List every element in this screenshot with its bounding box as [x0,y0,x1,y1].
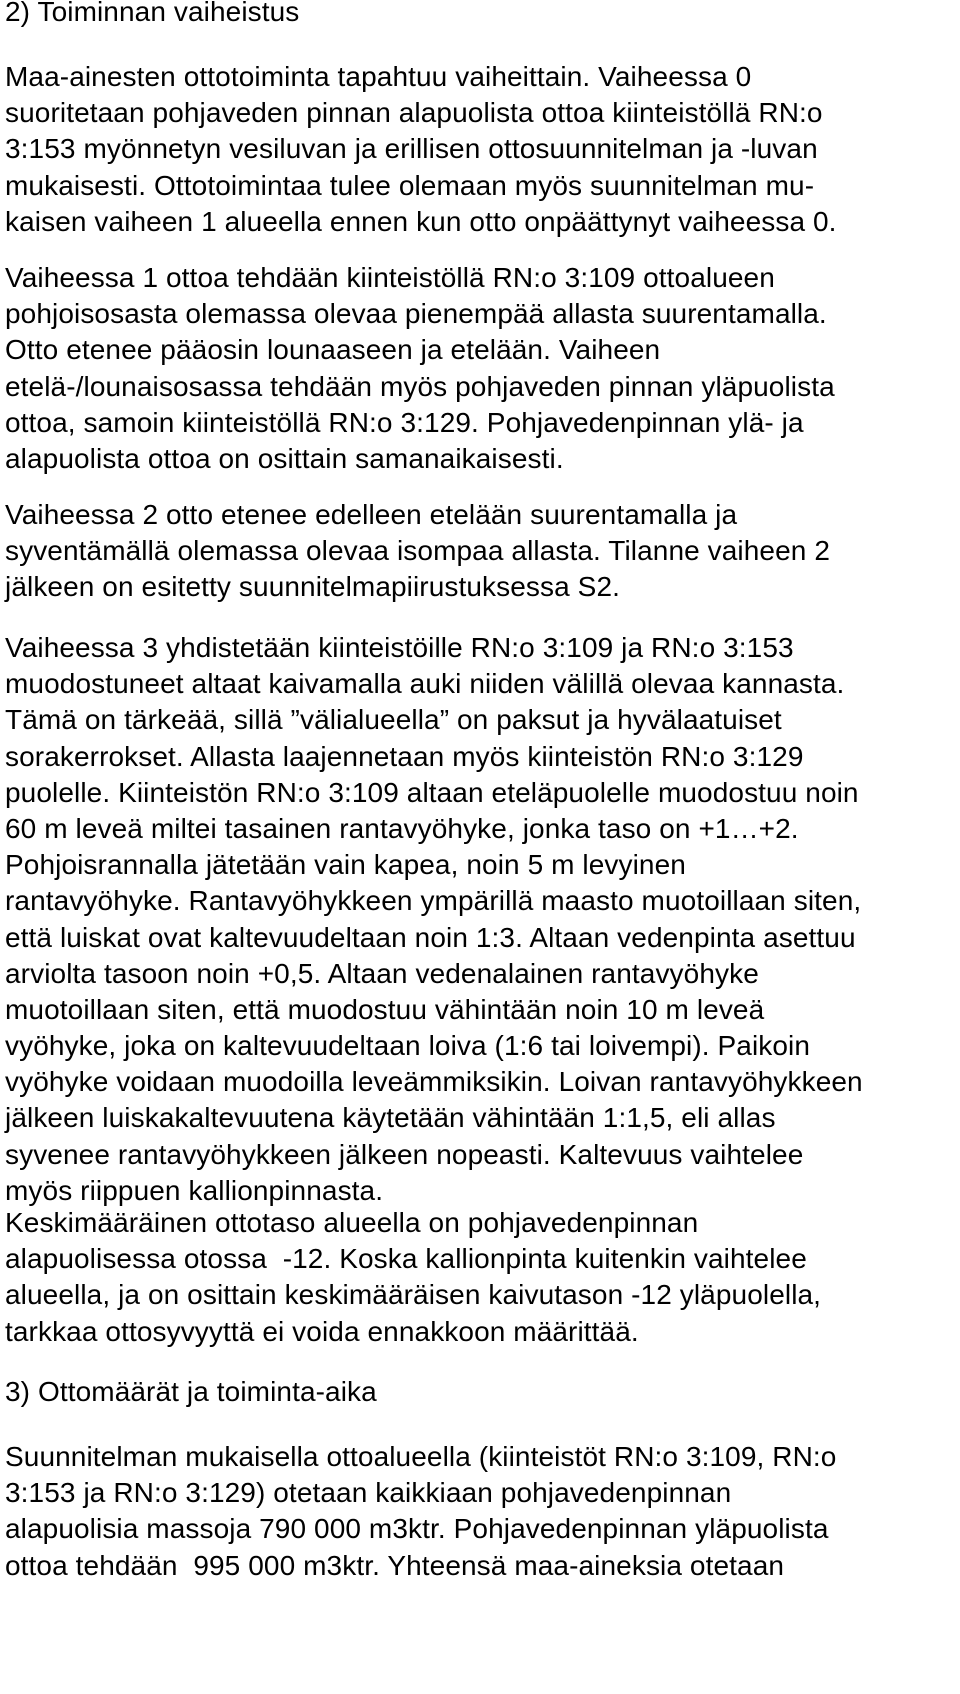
paragraph-line: sorakerrokset. Allasta laajennetaan myös kiinteistön RN:o 3:129 [5,740,804,772]
paragraph-line: suoritetaan pohjaveden pinnan alapuolista ottoa kiinteistöllä RN:o [5,97,823,129]
paragraph-line: ottoa tehdään 995 000 m3ktr. Yhteensä maa-aineksia otetaan [5,1549,785,1581]
section-heading-3 [5,1374,955,1410]
paragraph-line: ottoa, samoin kiinteistöllä RN:o 3:129. Pohjavedenpinnan ylä- ja [5,406,804,438]
paragraph-line: kaisen vaiheen 1 alueella ennen kun otto onpäättynyt vaiheessa 0. [5,205,837,237]
paragraph-line: rantavyöhyke. Rantavyöhykkeen ympärillä maasto muotoillaan siten, [5,885,862,917]
paragraph-line: että luiskat ovat kaltevuudeltaan noin 1:3. Altaan vedenpinta asettuu [5,921,856,953]
paragraph-line: syvenee rantavyöhykkeen jälkeen nopeasti. Kaltevuus vaihtelee [5,1138,804,1170]
paragraph-line: Keskimääräinen ottotaso alueella on pohjavedenpinnan [5,1207,699,1238]
paragraph-line: alueella, ja on osittain keskimääräisen kaivutason -12 yläpuolella, [5,1279,822,1311]
heading-text: 2) Toiminnan vaiheistus [5,0,300,27]
paragraph-line: 60 m leveä miltei tasainen rantavyöhyke, jonka taso on +1…+2. [5,812,799,844]
paragraph-line: myös riippuen kallionpinnasta. [5,1174,384,1206]
paragraph-line: alapuolisessa otossa -12. Koska kallionpinta kuitenkin vaihtelee [5,1243,807,1275]
paragraph-line: mukaisesti. Ottotoimintaa tulee olemaan myös suunnitelman mu- [5,169,815,201]
paragraph-line: 3:153 ja RN:o 3:129) otetaan kaikkiaan pohjavedenpinnan [5,1477,732,1509]
paragraph-phase-0 [5,59,955,240]
paragraph-phase-1 [5,260,955,477]
paragraph-quantities [5,1439,955,1584]
paragraph-line: Maa-ainesten ottotoiminta tapahtuu vaiheittain. Vaiheessa 0 [5,61,752,92]
paragraph-line: arviolta tasoon noin +0,5. Altaan vedenalainen rantavyöhyke [5,957,759,989]
paragraph-line: Tämä on tärkeää, sillä ”välialueella” on paksut ja hyvälaatuiset [5,704,782,736]
paragraph-line: jälkeen luiskakaltevuutena käytetään vähintään 1:1,5, eli allas [5,1102,776,1134]
paragraph-line: vyöhyke, joka on kaltevuudeltaan loiva (1:6 tai loivempi). Paikoin [5,1030,811,1062]
paragraph-line: Vaiheessa 3 yhdistetään kiinteistöille RN:o 3:109 ja RN:o 3:153 [5,632,794,663]
paragraph-line: Vaiheessa 2 otto etenee edelleen etelään suurentamalla ja [5,499,738,530]
paragraph-line: jälkeen on esitetty suunnitelmapiirustuksessa S2. [5,571,621,603]
paragraph-average-depth [5,1205,955,1350]
paragraph-line: alapuolisia massoja 790 000 m3ktr. Pohjavedenpinnan yläpuolista [5,1513,829,1545]
paragraph-line: Otto etenee pääosin lounaaseen ja etelään. Vaiheen [5,334,661,366]
paragraph-line: etelä-/lounaisosassa tehdään myös pohjaveden pinnan yläpuolista [5,370,835,402]
paragraph-line: Suunnitelman mukaisella ottoalueella (kiinteistöt RN:o 3:109, RN:o [5,1441,837,1472]
paragraph-line: 3:153 myönnetyn vesiluvan ja erillisen ottosuunnitelman ja -luvan [5,133,818,165]
paragraph-line: vyöhyke voidaan muodoilla leveämmiksikin. Loivan rantavyöhykkeen [5,1066,863,1098]
paragraph-line: pohjoisosasta olemassa olevaa pienempää allasta suurentamalla. [5,298,827,330]
section-heading-2 [5,0,955,30]
paragraph-line: Vaiheessa 1 ottoa tehdään kiinteistöllä RN:o 3:109 ottoalueen [5,262,775,293]
paragraph-phase-3 [5,630,955,1209]
paragraph-line: alapuolista ottoa on osittain samanaikaisesti. [5,442,564,474]
heading-text: 3) Ottomäärät ja toiminta-aika [5,1376,377,1407]
paragraph-line: muotoillaan siten, että muodostuu vähintään noin 10 m leveä [5,993,765,1025]
paragraph-line: muodostuneet altaat kaivamalla auki niiden välillä olevaa kannasta. [5,668,845,700]
paragraph-line: syventämällä olemassa olevaa isompaa allasta. Tilanne vaiheen 2 [5,535,830,567]
paragraph-phase-2 [5,497,955,606]
paragraph-line: tarkkaa ottosyvyyttä ei voida ennakkoon määrittää. [5,1315,639,1347]
paragraph-line: Pohjoisrannalla jätetään vain kapea, noin 5 m levyinen [5,849,686,881]
paragraph-line: puolelle. Kiinteistön RN:o 3:109 altaan eteläpuolelle muodostuu noin [5,776,859,808]
